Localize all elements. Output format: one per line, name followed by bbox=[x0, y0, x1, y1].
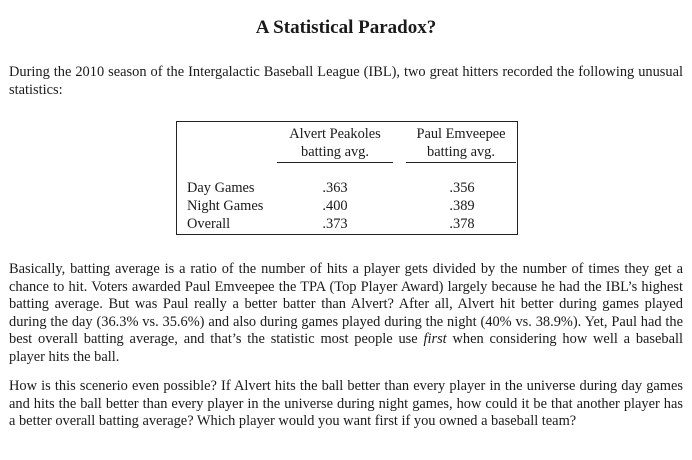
cell-alvert-day: .363 bbox=[322, 180, 348, 196]
column-header-paul bbox=[403, 125, 519, 161]
row-label-night: Night Games bbox=[187, 198, 264, 214]
cell-paul-night: .389 bbox=[449, 198, 475, 214]
explanation-text: Basically, batting average is a ratio of the number of hits a player gets divided by the number of times they get a chance to hit. Voters awarded Paul Emveepee the TPA (Top Player Award) largely because he had the IBL’s highest batting average. But was Paul really a better batter than Alvert? After all, Alvert hit better during games played during the day (36.3% vs. 35.6%) and also during games played during the night (40% vs. 38.9%). Yet, Paul had the best overall batting average, and that’s the statistic most people use bbox=[9, 261, 683, 347]
column-header-alvert bbox=[277, 125, 393, 161]
column-header-sub: batting avg. bbox=[301, 144, 369, 160]
column-header-name: Paul Emveepee bbox=[416, 126, 506, 142]
intro-paragraph: During the 2010 season of the Intergalactic Baseball League (IBL), two great hitters recorded the following unusual statistics: bbox=[9, 64, 683, 98]
row-label-overall: Overall bbox=[187, 216, 231, 232]
emphasis-first: first bbox=[423, 331, 447, 347]
header-rule-left bbox=[277, 162, 393, 163]
cell-alvert-night: .400 bbox=[322, 198, 348, 214]
column-header-sub: batting avg. bbox=[427, 144, 495, 160]
row-label-day: Day Games bbox=[187, 180, 255, 196]
cell-paul-overall: .378 bbox=[449, 216, 475, 232]
cell-paul-day: .356 bbox=[449, 180, 475, 196]
explanation-text-end: when considering how well a baseball player hits the ball. bbox=[9, 331, 683, 365]
column-header-name: Alvert Peakoles bbox=[289, 126, 381, 142]
question-paragraph: How is this scenerio even possible? If Alvert hits the ball better than every player in the universe during day games and hits the ball better than every player in the universe during night games, how could it be that another player has a better overall batting average? Which player would you want first if you owned a baseball team? bbox=[9, 378, 683, 429]
document-title: A Statistical Paradox? bbox=[255, 17, 437, 38]
stats-table bbox=[176, 121, 518, 235]
explanation-paragraph bbox=[9, 261, 683, 366]
cell-alvert-overall: .373 bbox=[322, 216, 348, 232]
header-rule-right bbox=[406, 162, 516, 163]
